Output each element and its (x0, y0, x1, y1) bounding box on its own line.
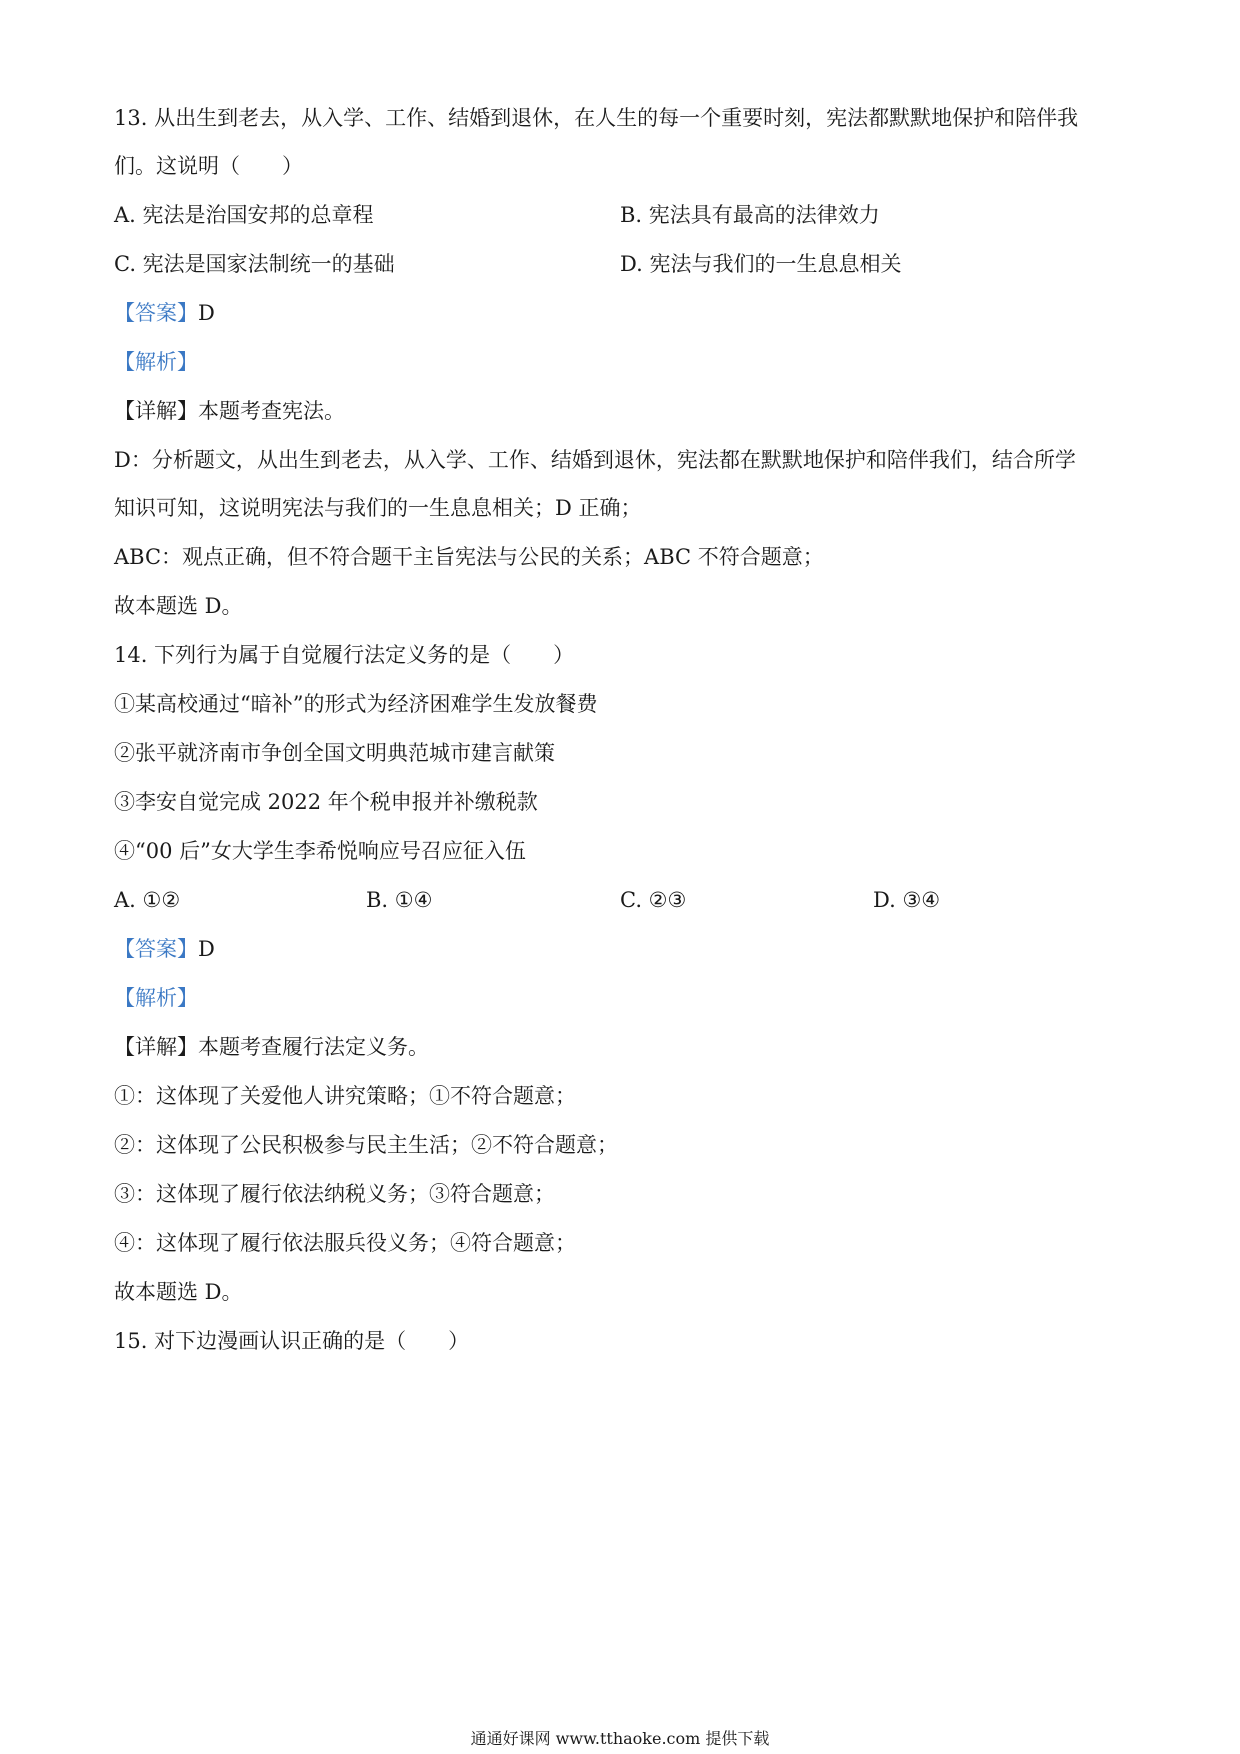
q14-option-a: A. ①② (114, 888, 181, 912)
q14-item-3: ③李安自觉完成 2022 年个税申报并补缴税款 (114, 790, 538, 814)
q14-item-1: ①某高校通过“暗补”的形式为经济困难学生发放餐费 (114, 692, 598, 716)
q14-detail-item-3: ③：这体现了履行依法纳税义务；③符合题意； (114, 1182, 555, 1206)
q13-stem-line2: 们。这说明（ ） (114, 154, 303, 178)
q13-stem-line1: 13. 从出生到老去，从入学、工作、结婚到退休，在人生的每一个重要时刻，宪法都默默地保护和陪伴我 (114, 106, 1079, 130)
q14-option-d: D. ③④ (873, 888, 941, 912)
q13-option-d: D. 宪法与我们的一生息息相关 (620, 252, 902, 276)
q14-conclusion: 故本题选 D。 (114, 1280, 243, 1304)
q15-stem: 15. 对下边漫画认识正确的是（ ） (114, 1329, 470, 1353)
q14-detail-line1: 【详解】本题考查履行法定义务。 (114, 1035, 429, 1059)
q13-answer-tag: 【答案】 (114, 301, 198, 325)
q13-conclusion: 故本题选 D。 (114, 594, 243, 618)
q14-stem: 14. 下列行为属于自觉履行法定义务的是（ ） (114, 643, 575, 667)
q14-item-4: ④“00 后”女大学生李希悦响应号召应征入伍 (114, 839, 526, 863)
q13-detail-line2: D：分析题文，从出生到老去，从入学、工作、结婚到退休，宪法都在默默地保护和陪伴我们，结合所学 (114, 448, 1076, 472)
q14-detail-item-2: ②：这体现了公民积极参与民主生活；②不符合题意； (114, 1133, 618, 1157)
q14-answer (114, 934, 215, 964)
q14-analysis (114, 983, 198, 1013)
q13-answer (114, 298, 215, 328)
q13-analysis (114, 347, 198, 377)
q14-analysis-tag: 【解析】 (114, 986, 198, 1010)
q14-option-b: B. ①④ (366, 888, 433, 912)
q13-detail-line1: 【详解】本题考查宪法。 (114, 399, 345, 423)
q13-option-b: B. 宪法具有最高的法律效力 (620, 203, 880, 227)
q14-detail-item-1: ①：这体现了关爱他人讲究策略；①不符合题意； (114, 1084, 576, 1108)
q13-analysis-tag: 【解析】 (114, 350, 198, 374)
q14-answer-tag: 【答案】 (114, 937, 198, 961)
q14-item-2: ②张平就济南市争创全国文明典范城市建言献策 (114, 741, 555, 765)
q13-answer-value: D (198, 301, 215, 325)
q13-option-a: A. 宪法是治国安邦的总章程 (114, 203, 374, 227)
q14-answer-value: D (198, 937, 215, 961)
q13-detail-line4: ABC：观点正确，但不符合题干主旨宪法与公民的关系；ABC 不符合题意； (114, 545, 824, 569)
q14-detail-item-4: ④：这体现了履行依法服兵役义务；④符合题意； (114, 1231, 576, 1255)
q13-option-c: C. 宪法是国家法制统一的基础 (114, 252, 395, 276)
q13-detail-line3: 知识可知，这说明宪法与我们的一生息息相关；D 正确； (114, 496, 642, 520)
page-footer: 通通好课网 www.tthaoke.com 提供下载 (470, 1729, 770, 1748)
q14-option-c: C. ②③ (620, 888, 687, 912)
